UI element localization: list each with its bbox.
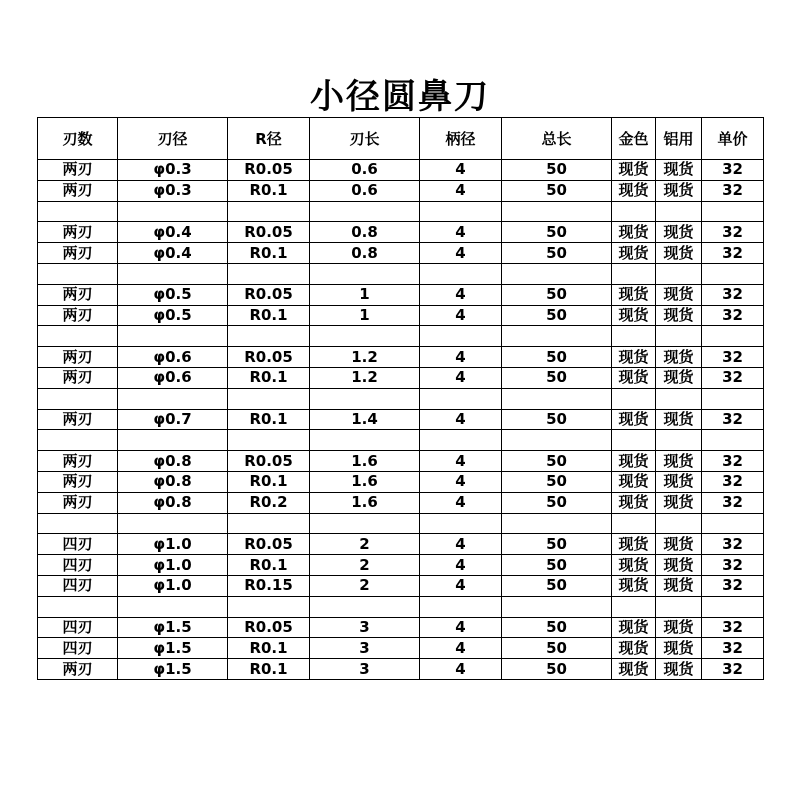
table-row	[38, 347, 764, 368]
cell-shank-diameter: 4	[420, 305, 502, 326]
cell-blade-length: 1.6	[310, 492, 420, 513]
table-row	[38, 160, 764, 181]
cell-unit-price: 32	[702, 305, 764, 326]
spacer-cell	[612, 430, 656, 451]
cell-overall-length: 50	[502, 160, 612, 181]
spacer-cell	[702, 326, 764, 347]
cell-blade-length: 0.8	[310, 222, 420, 243]
cell-blade-diameter: φ0.3	[118, 160, 228, 181]
cell-blade-count: 四刃	[38, 575, 118, 596]
cell-gold-coating: 现货	[612, 243, 656, 264]
cell-corner-radius: R0.05	[228, 534, 310, 555]
table-row	[38, 243, 764, 264]
cell-unit-price: 32	[702, 160, 764, 181]
cell-unit-price: 32	[702, 471, 764, 492]
cell-blade-diameter: φ1.5	[118, 617, 228, 638]
spacer-cell	[420, 430, 502, 451]
cell-aluminum: 现货	[656, 451, 702, 472]
cell-overall-length: 50	[502, 659, 612, 680]
cell-unit-price: 32	[702, 180, 764, 201]
spacer-cell	[656, 513, 702, 534]
cell-blade-length: 1	[310, 305, 420, 326]
spacer-cell	[310, 388, 420, 409]
header-overall-length: 总长	[502, 118, 612, 160]
cell-blade-count: 两刃	[38, 347, 118, 368]
spacer-cell	[38, 430, 118, 451]
cell-aluminum: 现货	[656, 347, 702, 368]
table-row	[38, 222, 764, 243]
cell-blade-count: 四刃	[38, 638, 118, 659]
cell-unit-price: 32	[702, 409, 764, 430]
spacer-cell	[310, 430, 420, 451]
cell-blade-length: 0.6	[310, 180, 420, 201]
spacer-cell	[310, 201, 420, 222]
cell-blade-count: 两刃	[38, 160, 118, 181]
cell-blade-length: 3	[310, 638, 420, 659]
cell-overall-length: 50	[502, 492, 612, 513]
cell-blade-length: 2	[310, 575, 420, 596]
cell-aluminum: 现货	[656, 160, 702, 181]
cell-overall-length: 50	[502, 451, 612, 472]
cell-gold-coating: 现货	[612, 305, 656, 326]
spacer-cell	[310, 513, 420, 534]
spacer-cell	[612, 263, 656, 284]
cell-gold-coating: 现货	[612, 409, 656, 430]
cell-overall-length: 50	[502, 534, 612, 555]
header-corner-radius: R径	[228, 118, 310, 160]
cell-gold-coating: 现货	[612, 222, 656, 243]
cell-aluminum: 现货	[656, 659, 702, 680]
cell-shank-diameter: 4	[420, 180, 502, 201]
spacer-cell	[612, 326, 656, 347]
spacer-cell	[612, 388, 656, 409]
cell-shank-diameter: 4	[420, 222, 502, 243]
cell-aluminum: 现货	[656, 492, 702, 513]
cell-aluminum: 现货	[656, 367, 702, 388]
table-row	[38, 305, 764, 326]
spacer-cell	[118, 513, 228, 534]
cell-aluminum: 现货	[656, 409, 702, 430]
cell-blade-diameter: φ1.0	[118, 555, 228, 576]
cell-overall-length: 50	[502, 638, 612, 659]
spacer-cell	[702, 263, 764, 284]
cell-blade-count: 两刃	[38, 451, 118, 472]
spacer-cell	[612, 201, 656, 222]
table-row	[38, 180, 764, 201]
cell-blade-diameter: φ0.8	[118, 451, 228, 472]
spacer-cell	[656, 263, 702, 284]
cell-blade-length: 1.2	[310, 347, 420, 368]
header-blade-diameter: 刃径	[118, 118, 228, 160]
cell-corner-radius: R0.2	[228, 492, 310, 513]
spacer-cell	[702, 596, 764, 617]
cell-aluminum: 现货	[656, 617, 702, 638]
cell-overall-length: 50	[502, 305, 612, 326]
cell-blade-length: 2	[310, 555, 420, 576]
cell-gold-coating: 现货	[612, 534, 656, 555]
header-aluminum: 铝用	[656, 118, 702, 160]
cell-overall-length: 50	[502, 284, 612, 305]
cell-shank-diameter: 4	[420, 492, 502, 513]
cell-shank-diameter: 4	[420, 471, 502, 492]
cell-unit-price: 32	[702, 367, 764, 388]
table-spacer-row	[38, 430, 764, 451]
cell-aluminum: 现货	[656, 243, 702, 264]
table-row	[38, 555, 764, 576]
cell-aluminum: 现货	[656, 222, 702, 243]
cell-shank-diameter: 4	[420, 555, 502, 576]
spacer-cell	[310, 326, 420, 347]
cell-blade-count: 两刃	[38, 243, 118, 264]
spacer-cell	[420, 263, 502, 284]
cell-blade-count: 四刃	[38, 555, 118, 576]
spacer-cell	[38, 326, 118, 347]
table-spacer-row	[38, 513, 764, 534]
spacer-cell	[420, 513, 502, 534]
cell-blade-length: 0.8	[310, 243, 420, 264]
spacer-cell	[228, 430, 310, 451]
spacer-cell	[310, 596, 420, 617]
cell-blade-diameter: φ0.4	[118, 222, 228, 243]
cell-blade-diameter: φ0.5	[118, 305, 228, 326]
cell-unit-price: 32	[702, 451, 764, 472]
table-spacer-row	[38, 201, 764, 222]
document-title: 小径圆鼻刀	[310, 77, 490, 117]
cell-blade-length: 1.6	[310, 471, 420, 492]
cell-unit-price: 32	[702, 492, 764, 513]
cell-blade-diameter: φ0.7	[118, 409, 228, 430]
cell-corner-radius: R0.15	[228, 575, 310, 596]
cell-unit-price: 32	[702, 555, 764, 576]
spacer-cell	[502, 201, 612, 222]
spacer-cell	[310, 263, 420, 284]
cell-aluminum: 现货	[656, 305, 702, 326]
cell-shank-diameter: 4	[420, 160, 502, 181]
spacer-cell	[38, 263, 118, 284]
spacer-cell	[702, 388, 764, 409]
spacer-cell	[118, 388, 228, 409]
cell-corner-radius: R0.05	[228, 222, 310, 243]
cell-blade-length: 1	[310, 284, 420, 305]
spacer-cell	[656, 201, 702, 222]
table-row	[38, 409, 764, 430]
cell-blade-count: 两刃	[38, 284, 118, 305]
cell-blade-count: 两刃	[38, 305, 118, 326]
table-spacer-row	[38, 388, 764, 409]
table-row	[38, 659, 764, 680]
cell-shank-diameter: 4	[420, 617, 502, 638]
spacer-cell	[656, 326, 702, 347]
spacer-cell	[612, 596, 656, 617]
spacer-cell	[502, 263, 612, 284]
cell-corner-radius: R0.05	[228, 347, 310, 368]
spacer-cell	[702, 513, 764, 534]
cell-blade-count: 两刃	[38, 492, 118, 513]
spacer-cell	[656, 596, 702, 617]
cell-corner-radius: R0.1	[228, 180, 310, 201]
table-row	[38, 367, 764, 388]
cell-blade-length: 1.4	[310, 409, 420, 430]
spacer-cell	[420, 388, 502, 409]
table-spacer-row	[38, 263, 764, 284]
table-row	[38, 492, 764, 513]
spacer-cell	[502, 596, 612, 617]
cell-overall-length: 50	[502, 243, 612, 264]
spacer-cell	[702, 430, 764, 451]
table-body	[38, 160, 764, 680]
cell-blade-length: 3	[310, 659, 420, 680]
spacer-cell	[420, 596, 502, 617]
cell-unit-price: 32	[702, 534, 764, 555]
cell-overall-length: 50	[502, 575, 612, 596]
cell-overall-length: 50	[502, 367, 612, 388]
cell-gold-coating: 现货	[612, 492, 656, 513]
table-row	[38, 471, 764, 492]
spacer-cell	[702, 201, 764, 222]
spacer-cell	[228, 326, 310, 347]
cell-unit-price: 32	[702, 575, 764, 596]
cell-blade-count: 两刃	[38, 409, 118, 430]
cell-blade-diameter: φ0.4	[118, 243, 228, 264]
table-row	[38, 534, 764, 555]
cell-blade-length: 1.2	[310, 367, 420, 388]
cell-blade-count: 两刃	[38, 659, 118, 680]
spacer-cell	[656, 388, 702, 409]
cell-aluminum: 现货	[656, 638, 702, 659]
cell-blade-count: 两刃	[38, 471, 118, 492]
cell-gold-coating: 现货	[612, 160, 656, 181]
spacer-cell	[502, 326, 612, 347]
cell-shank-diameter: 4	[420, 284, 502, 305]
cell-corner-radius: R0.1	[228, 243, 310, 264]
cell-blade-diameter: φ0.5	[118, 284, 228, 305]
cell-blade-length: 2	[310, 534, 420, 555]
cell-aluminum: 现货	[656, 180, 702, 201]
cell-blade-diameter: φ1.0	[118, 575, 228, 596]
cell-blade-length: 0.6	[310, 160, 420, 181]
cell-overall-length: 50	[502, 180, 612, 201]
cell-unit-price: 32	[702, 617, 764, 638]
cell-gold-coating: 现货	[612, 638, 656, 659]
cell-gold-coating: 现货	[612, 451, 656, 472]
cell-shank-diameter: 4	[420, 409, 502, 430]
cell-shank-diameter: 4	[420, 575, 502, 596]
spacer-cell	[612, 513, 656, 534]
cell-blade-count: 四刃	[38, 617, 118, 638]
cell-aluminum: 现货	[656, 555, 702, 576]
cell-corner-radius: R0.1	[228, 555, 310, 576]
cell-overall-length: 50	[502, 409, 612, 430]
cell-aluminum: 现货	[656, 471, 702, 492]
header-blade-count: 刃数	[38, 118, 118, 160]
cell-overall-length: 50	[502, 222, 612, 243]
cell-shank-diameter: 4	[420, 534, 502, 555]
header-gold-coating: 金色	[612, 118, 656, 160]
cell-shank-diameter: 4	[420, 367, 502, 388]
table-spacer-row	[38, 596, 764, 617]
cell-unit-price: 32	[702, 347, 764, 368]
cell-gold-coating: 现货	[612, 575, 656, 596]
spacer-cell	[228, 513, 310, 534]
table-row	[38, 638, 764, 659]
table-row	[38, 617, 764, 638]
cell-overall-length: 50	[502, 555, 612, 576]
header-blade-length: 刃长	[310, 118, 420, 160]
table-row	[38, 575, 764, 596]
cell-blade-diameter: φ0.3	[118, 180, 228, 201]
spacer-cell	[38, 388, 118, 409]
cell-shank-diameter: 4	[420, 451, 502, 472]
spacer-cell	[656, 430, 702, 451]
cell-blade-count: 两刃	[38, 180, 118, 201]
cell-blade-diameter: φ0.8	[118, 471, 228, 492]
cell-blade-length: 3	[310, 617, 420, 638]
spacer-cell	[420, 326, 502, 347]
cell-corner-radius: R0.1	[228, 471, 310, 492]
spacer-cell	[118, 430, 228, 451]
cell-unit-price: 32	[702, 222, 764, 243]
cell-unit-price: 32	[702, 284, 764, 305]
spacer-cell	[38, 596, 118, 617]
cell-aluminum: 现货	[656, 534, 702, 555]
cell-blade-diameter: φ1.5	[118, 638, 228, 659]
cell-shank-diameter: 4	[420, 347, 502, 368]
spacer-cell	[502, 513, 612, 534]
cell-overall-length: 50	[502, 347, 612, 368]
spacer-cell	[118, 596, 228, 617]
header-unit-price: 单价	[702, 118, 764, 160]
cell-blade-diameter: φ0.6	[118, 367, 228, 388]
spacer-cell	[118, 263, 228, 284]
cell-gold-coating: 现货	[612, 367, 656, 388]
table-row	[38, 451, 764, 472]
cell-blade-length: 1.6	[310, 451, 420, 472]
cell-gold-coating: 现货	[612, 347, 656, 368]
table-spacer-row	[38, 326, 764, 347]
cell-overall-length: 50	[502, 471, 612, 492]
cell-shank-diameter: 4	[420, 243, 502, 264]
spec-table	[37, 117, 764, 680]
spacer-cell	[502, 388, 612, 409]
spacer-cell	[38, 201, 118, 222]
cell-corner-radius: R0.05	[228, 451, 310, 472]
cell-shank-diameter: 4	[420, 638, 502, 659]
cell-blade-diameter: φ1.5	[118, 659, 228, 680]
spacer-cell	[228, 263, 310, 284]
table-header-row	[38, 118, 764, 160]
cell-gold-coating: 现货	[612, 617, 656, 638]
cell-blade-count: 两刃	[38, 222, 118, 243]
cell-corner-radius: R0.1	[228, 638, 310, 659]
cell-gold-coating: 现货	[612, 555, 656, 576]
cell-corner-radius: R0.1	[228, 367, 310, 388]
cell-gold-coating: 现货	[612, 471, 656, 492]
spacer-cell	[118, 201, 228, 222]
cell-blade-diameter: φ0.8	[118, 492, 228, 513]
cell-aluminum: 现货	[656, 284, 702, 305]
cell-shank-diameter: 4	[420, 659, 502, 680]
cell-unit-price: 32	[702, 638, 764, 659]
cell-corner-radius: R0.05	[228, 284, 310, 305]
cell-gold-coating: 现货	[612, 180, 656, 201]
cell-corner-radius: R0.1	[228, 305, 310, 326]
cell-corner-radius: R0.05	[228, 617, 310, 638]
spacer-cell	[420, 201, 502, 222]
spacer-cell	[38, 513, 118, 534]
cell-blade-diameter: φ0.6	[118, 347, 228, 368]
table-row	[38, 284, 764, 305]
cell-unit-price: 32	[702, 659, 764, 680]
spacer-cell	[228, 201, 310, 222]
cell-unit-price: 32	[702, 243, 764, 264]
cell-blade-count: 四刃	[38, 534, 118, 555]
cell-gold-coating: 现货	[612, 284, 656, 305]
cell-blade-count: 两刃	[38, 367, 118, 388]
spacer-cell	[228, 596, 310, 617]
cell-corner-radius: R0.1	[228, 659, 310, 680]
cell-blade-diameter: φ1.0	[118, 534, 228, 555]
spacer-cell	[228, 388, 310, 409]
header-shank-diameter: 柄径	[420, 118, 502, 160]
cell-corner-radius: R0.05	[228, 160, 310, 181]
spacer-cell	[118, 326, 228, 347]
cell-corner-radius: R0.1	[228, 409, 310, 430]
cell-aluminum: 现货	[656, 575, 702, 596]
spacer-cell	[502, 430, 612, 451]
cell-overall-length: 50	[502, 617, 612, 638]
cell-gold-coating: 现货	[612, 659, 656, 680]
